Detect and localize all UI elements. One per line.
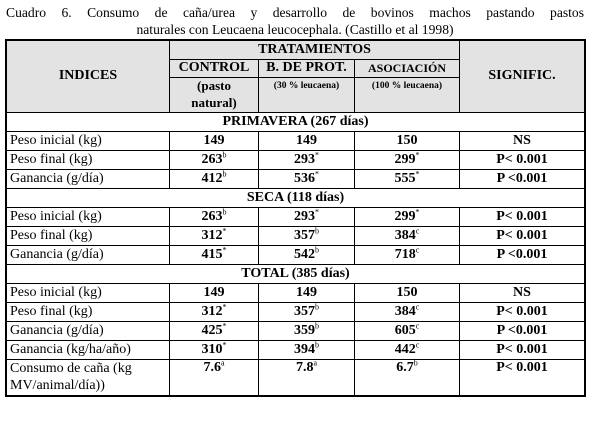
- bprot-value: 359$^b$: [259, 322, 355, 341]
- row-label: Peso inicial (kg): [7, 132, 170, 151]
- bprot-value: 7.8$^a$: [259, 360, 355, 396]
- indices-header: INDICES: [7, 41, 170, 113]
- table-row: [7, 284, 585, 303]
- asoc-value: 299*: [355, 208, 460, 227]
- asoc-value: 555*: [355, 170, 460, 189]
- control-value: 312*: [170, 227, 259, 246]
- signific-value: P <0.001: [460, 322, 585, 341]
- caption-word: bovinos: [370, 5, 414, 20]
- caption-word: desarrollo: [272, 5, 328, 20]
- asoc-value: 442$^c$: [355, 341, 460, 360]
- table-row: [7, 303, 585, 322]
- table-caption: [6, 4, 584, 38]
- control-value: 312*: [170, 303, 259, 322]
- table-row: [7, 151, 585, 170]
- signific-value: P< 0.001: [460, 360, 585, 396]
- asoc-value: 384$^c$: [355, 303, 460, 322]
- section-title: PRIMAVERA (267 días): [7, 113, 585, 132]
- bprot-value: 357$^b$: [259, 227, 355, 246]
- caption-word: y: [250, 5, 258, 20]
- signific-value: P< 0.001: [460, 208, 585, 227]
- signific-value: P< 0.001: [460, 227, 585, 246]
- row-label: Ganancia (kg/ha/año): [7, 341, 170, 360]
- bprot-value: 536*: [259, 170, 355, 189]
- bprot-header: B. DE PROT.: [259, 60, 355, 78]
- table-row: [7, 246, 585, 265]
- asoc-value: 6.7$^b$: [355, 360, 460, 396]
- row-label: Peso inicial (kg): [7, 284, 170, 303]
- signific-value: NS: [460, 284, 585, 303]
- bprot-value: 357$^b$: [259, 303, 355, 322]
- control-value: 263$^b$: [170, 151, 259, 170]
- table-row: [7, 227, 585, 246]
- caption-word: caña/urea: [182, 5, 236, 20]
- row-label: Ganancia (g/día): [7, 322, 170, 341]
- signific-header: SIGNIFIC.: [460, 41, 585, 113]
- caption-word: pastando: [486, 5, 535, 20]
- bprot-value: 149: [259, 132, 355, 151]
- bprot-value: 394$^b$: [259, 341, 355, 360]
- tratamientos-header: TRATAMIENTOS: [170, 41, 460, 60]
- control-value: 149: [170, 132, 259, 151]
- bprot-value: 542$^b$: [259, 246, 355, 265]
- asoc-value: 718$^c$: [355, 246, 460, 265]
- table-row: [7, 322, 585, 341]
- control-value: 263$^b$: [170, 208, 259, 227]
- control-value: 412$^b$: [170, 170, 259, 189]
- table-row: [7, 132, 585, 151]
- asoc-value: 150: [355, 284, 460, 303]
- table-row: [7, 208, 585, 227]
- section-title: TOTAL (385 días): [7, 265, 585, 284]
- control-header: CONTROL: [170, 60, 259, 78]
- bprot-value: 293*: [259, 151, 355, 170]
- row-label: Peso final (kg): [7, 303, 170, 322]
- row-label: Peso inicial (kg): [7, 208, 170, 227]
- caption-line-2: naturales con Leucaena leucocephala. (Castillo et al 1998): [136, 22, 454, 37]
- asoc-subheader: (100 % leucaena): [355, 78, 460, 113]
- bprot-value: 293*: [259, 208, 355, 227]
- signific-value: P <0.001: [460, 170, 585, 189]
- control-subheader: (pasto natural): [170, 78, 259, 113]
- asoc-value: 605$^c$: [355, 322, 460, 341]
- signific-value: P< 0.001: [460, 341, 585, 360]
- signific-value: P< 0.001: [460, 151, 585, 170]
- control-value: 415*: [170, 246, 259, 265]
- row-label: Consumo de caña (kg MV/animal/día)): [7, 360, 170, 396]
- caption-word: 6.: [61, 5, 72, 20]
- asoc-value: 384$^c$: [355, 227, 460, 246]
- row-label: Peso final (kg): [7, 227, 170, 246]
- caption-word: de: [154, 5, 168, 20]
- row-label: Ganancia (g/día): [7, 170, 170, 189]
- asoc-value: 299*: [355, 151, 460, 170]
- table-row: [7, 341, 585, 360]
- caption-word: Cuadro: [6, 5, 47, 20]
- control-value: 425*: [170, 322, 259, 341]
- signific-value: P< 0.001: [460, 303, 585, 322]
- asoc-value: 150: [355, 132, 460, 151]
- signific-value: P <0.001: [460, 246, 585, 265]
- caption-line-1: [6, 4, 584, 21]
- control-value: 310*: [170, 341, 259, 360]
- bprot-value: 149: [259, 284, 355, 303]
- table-row: [7, 170, 585, 189]
- bprot-subheader: (30 % leucaena): [259, 78, 355, 113]
- asoc-header: ASOCIACIÓN: [355, 60, 460, 78]
- row-label: Ganancia (g/día): [7, 246, 170, 265]
- signific-value: NS: [460, 132, 585, 151]
- caption-word: Consumo: [87, 5, 140, 20]
- row-label: Peso final (kg): [7, 151, 170, 170]
- control-value: 149: [170, 284, 259, 303]
- caption-word: de: [342, 5, 356, 20]
- section-title: SECA (118 días): [7, 189, 585, 208]
- caption-word: machos: [429, 5, 471, 20]
- control-value: 7.6$^a$: [170, 360, 259, 396]
- results-table: [6, 40, 585, 396]
- table-row: [7, 360, 585, 396]
- caption-word: pastos: [550, 5, 584, 20]
